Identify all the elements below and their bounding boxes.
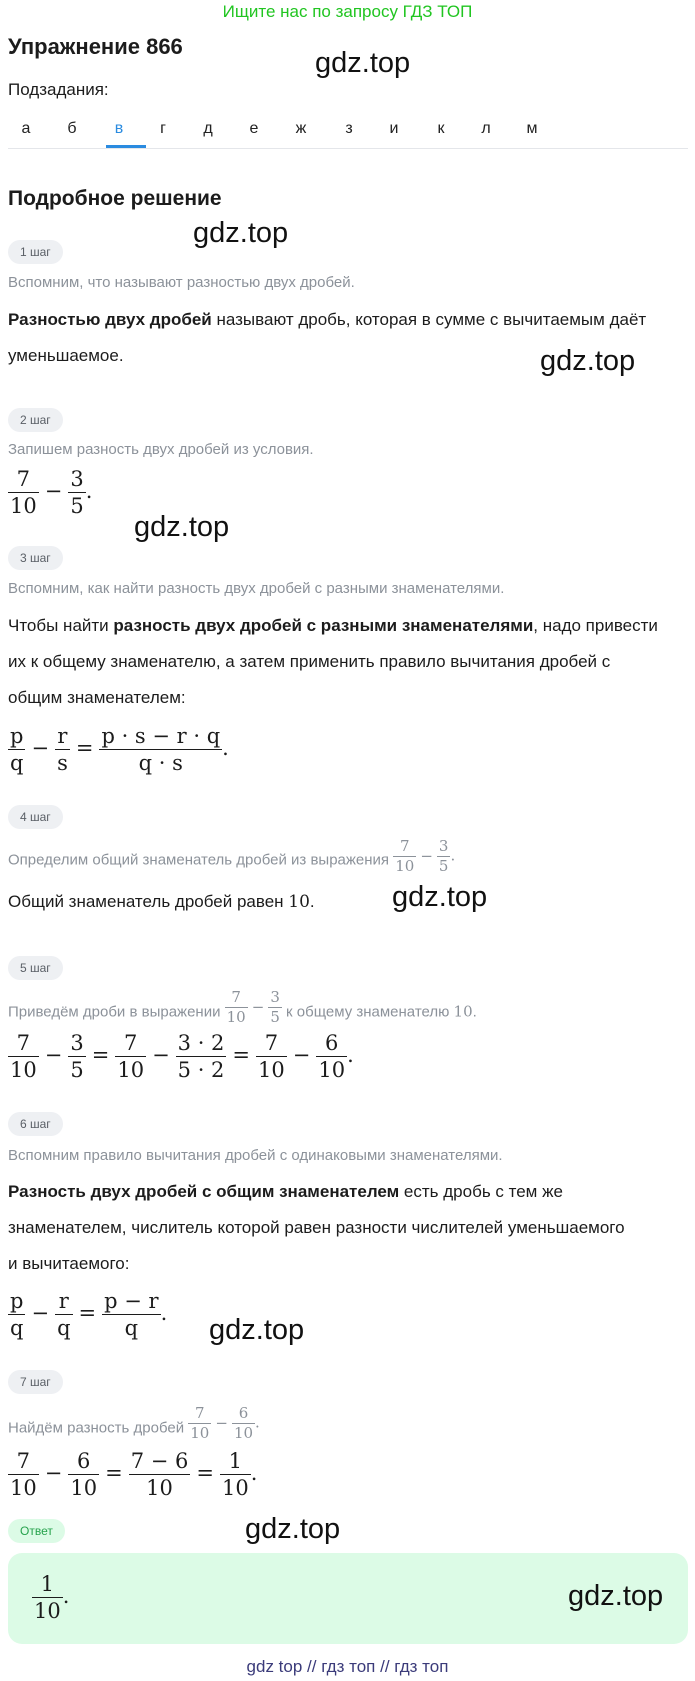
step-6-text: Разность двух дробей с общим знаменателем есть дробь с тем же знаменателем, числитель которой равен разности числителей уменьшаемого и вычитаемого: xyxy=(8,1182,625,1273)
footer-link-3[interactable]: гдз топ xyxy=(394,1657,449,1676)
step-7-formula: $\frac{7}{10}$ − $\frac{6}{10}$ = $\frac{7 - 6}{10}$ = $\frac{1}{10}$ . xyxy=(10,1449,258,1500)
active-tab-indicator xyxy=(106,145,146,148)
step-4-hint: Определим общий знаменатель дробей из выражения $\frac{7}{10}$ − $\frac{3}{5}$ . xyxy=(8,837,456,875)
tab-g[interactable]: г xyxy=(160,120,166,137)
search-promo-link[interactable]: Ищите нас по запросу ГДЗ ТОП xyxy=(222,2,473,21)
footer-link-1[interactable]: gdz top xyxy=(246,1657,303,1676)
watermark: gdz.top xyxy=(193,217,289,249)
tab-m[interactable]: м xyxy=(526,120,538,137)
step-5-hint: Приведём дроби в выражении $\frac{7}{10}$ − $\frac{3}{5}$ к общему знаменателю 10. xyxy=(8,988,477,1026)
footer-separator: // xyxy=(380,1657,390,1676)
answer-badge: Ответ xyxy=(8,1519,65,1543)
subtasks-label: Подзадания: xyxy=(8,80,109,99)
step-1-term: Разностью двух дробей xyxy=(8,310,212,329)
watermark: gdz.top xyxy=(540,345,636,377)
step-6-formula: $\frac{p}{q}$ − $\frac{r}{q}$ = $\frac{p - r}{q}$ . xyxy=(10,1289,168,1340)
step-badge-3: 3 шаг xyxy=(8,546,63,570)
tab-a[interactable]: а xyxy=(21,120,31,137)
footer-link-2[interactable]: гдз топ xyxy=(321,1657,376,1676)
step-4-result: Общий знаменатель дробей равен 10. xyxy=(8,892,315,912)
watermark: gdz.top xyxy=(134,511,230,543)
step-5-inline-formula: $\frac{7}{10}$ − $\frac{3}{5}$ xyxy=(226,988,280,1026)
answer-box xyxy=(8,1553,688,1644)
watermark: gdz.top xyxy=(568,1580,664,1612)
answer-value: $\frac{1}{10}$ . xyxy=(34,1572,70,1623)
tab-k[interactable]: к xyxy=(437,120,445,137)
step-3-formula: $\frac{p}{q}$ − $\frac{r}{s}$ = $\frac{p \cdot s - r \cdot q}{q \cdot s}$ . xyxy=(10,724,229,775)
step-6-hint: Вспомним правило вычитания дробей с одинаковыми знаменателями. xyxy=(8,1147,503,1164)
watermark: gdz.top xyxy=(315,47,411,79)
step-1-definition-end: уменьшаемое. xyxy=(8,346,124,365)
tab-b[interactable]: б xyxy=(67,120,77,137)
subtask-tabs xyxy=(8,116,688,149)
watermark: gdz.top xyxy=(209,1314,305,1346)
tab-v[interactable]: в xyxy=(114,120,124,137)
step-badge-2: 2 шаг xyxy=(8,408,63,432)
step-1-hint: Вспомним, что называют разностью двух дробей. xyxy=(8,274,355,291)
tab-d[interactable]: д xyxy=(203,120,213,137)
step-badge-7: 7 шаг xyxy=(8,1370,63,1394)
step-3-hint: Вспомним, как найти разность двух дробей с разными знаменателями. xyxy=(8,580,505,597)
watermark: gdz.top xyxy=(245,1513,341,1545)
watermark: gdz.top xyxy=(392,881,488,913)
tab-l[interactable]: л xyxy=(481,120,491,137)
solution-heading: Подробное решение xyxy=(8,187,222,210)
tab-zh[interactable]: ж xyxy=(295,120,307,137)
step-badge-4: 4 шаг xyxy=(8,805,63,829)
step-7-inline-formula: $\frac{7}{10}$ − $\frac{6}{10}$ . xyxy=(190,1404,260,1442)
step-7-hint: Найдём разность дробей $\frac{7}{10}$ − $\frac{6}{10}$ . xyxy=(8,1404,260,1442)
step-5-formula: $\frac{7}{10}$ − $\frac{3}{5}$ = $\frac{7}{10}$ − $\frac{3 \cdot 2}{5 \cdot 2}$ = $\frac{7}{10}$ − $\frac{6}{10}$ . xyxy=(10,1031,354,1082)
tab-e[interactable]: е xyxy=(249,120,259,137)
tab-z[interactable]: з xyxy=(345,120,353,137)
step-4-inline-formula: $\frac{7}{10}$ − $\frac{3}{5}$ . xyxy=(395,837,456,875)
step-badge-6: 6 шаг xyxy=(8,1112,63,1136)
footer-separator: // xyxy=(307,1657,317,1676)
step-badge-1: 1 шаг xyxy=(8,240,63,264)
step-3-text: Чтобы найти разность двух дробей с разными знаменателями, надо привести их к общему знаменателю, а затем применить правило вычитания дробей с общим знаменателем: xyxy=(8,616,658,707)
page-title: Упражнение 866 xyxy=(8,34,183,59)
step-badge-5: 5 шаг xyxy=(8,956,63,980)
step-2-hint: Запишем разность двух дробей из условия. xyxy=(8,441,314,458)
footer-links xyxy=(0,1655,695,1679)
tab-i[interactable]: и xyxy=(389,120,399,137)
step-2-formula: $\frac{7}{10}$ − $\frac{3}{5}$ . xyxy=(10,467,93,518)
step-1-definition: называют дробь, которая в сумме с вычитаемым даёт xyxy=(211,310,647,329)
